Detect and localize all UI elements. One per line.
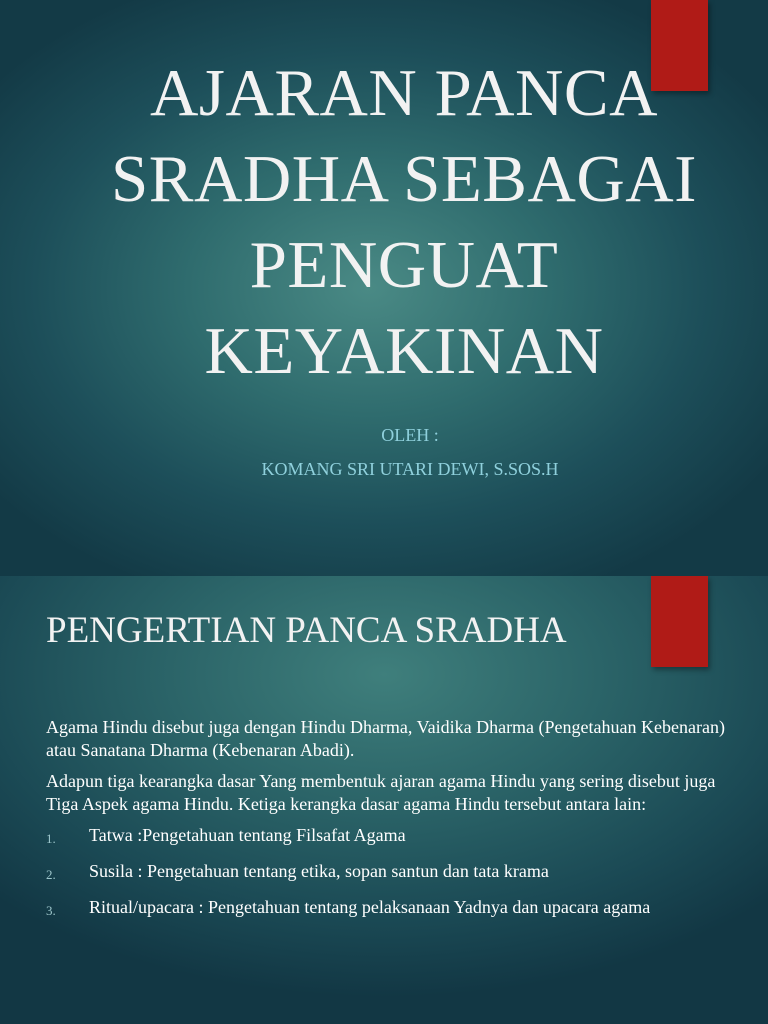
title-line: AJARAN PANCA [149, 56, 658, 130]
list-number: 3. [46, 903, 56, 918]
list-item [46, 896, 726, 919]
content-body [46, 716, 726, 932]
list-text: Ritual/upacara : Pengetahuan tentang pelaksanaan Yadnya dan upacara agama [89, 897, 651, 917]
aspect-list [46, 824, 726, 919]
list-item [46, 860, 726, 883]
list-text: Susila : Pengetahuan tentang etika, sopan santun dan tata krama [89, 861, 549, 881]
red-accent-tab [651, 576, 708, 667]
list-item [46, 824, 726, 847]
oleh-label: OLEH : [381, 425, 439, 445]
paragraph: Adapun tiga kearangka dasar Yang membentuk ajaran agama Hindu yang sering disebut juga Tiga Aspek agama Hindu. Ketiga kerangka dasar agama Hindu tersebut antara lain: [46, 771, 716, 814]
content-heading: PENGERTIAN PANCA SRADHA [46, 610, 567, 651]
list-text: Tatwa :Pengetahuan tentang Filsafat Agama [89, 825, 406, 845]
list-number: 1. [46, 831, 56, 846]
title-line: KEYAKINAN [204, 314, 604, 388]
author-name: KOMANG SRI UTARI DEWI, S.SOS.H [261, 459, 559, 479]
title-line: SRADHA SEBAGAI [111, 142, 697, 216]
paragraph: Agama Hindu disebut juga dengan Hindu Dharma, Vaidika Dharma (Pengetahuan Kebenaran) atau Sanatana Dharma (Kebenaran Abadi). [46, 717, 725, 760]
title-line: PENGUAT [249, 228, 559, 302]
list-number: 2. [46, 867, 56, 882]
slide-content [0, 576, 768, 1024]
slide-title-heading [40, 50, 768, 394]
